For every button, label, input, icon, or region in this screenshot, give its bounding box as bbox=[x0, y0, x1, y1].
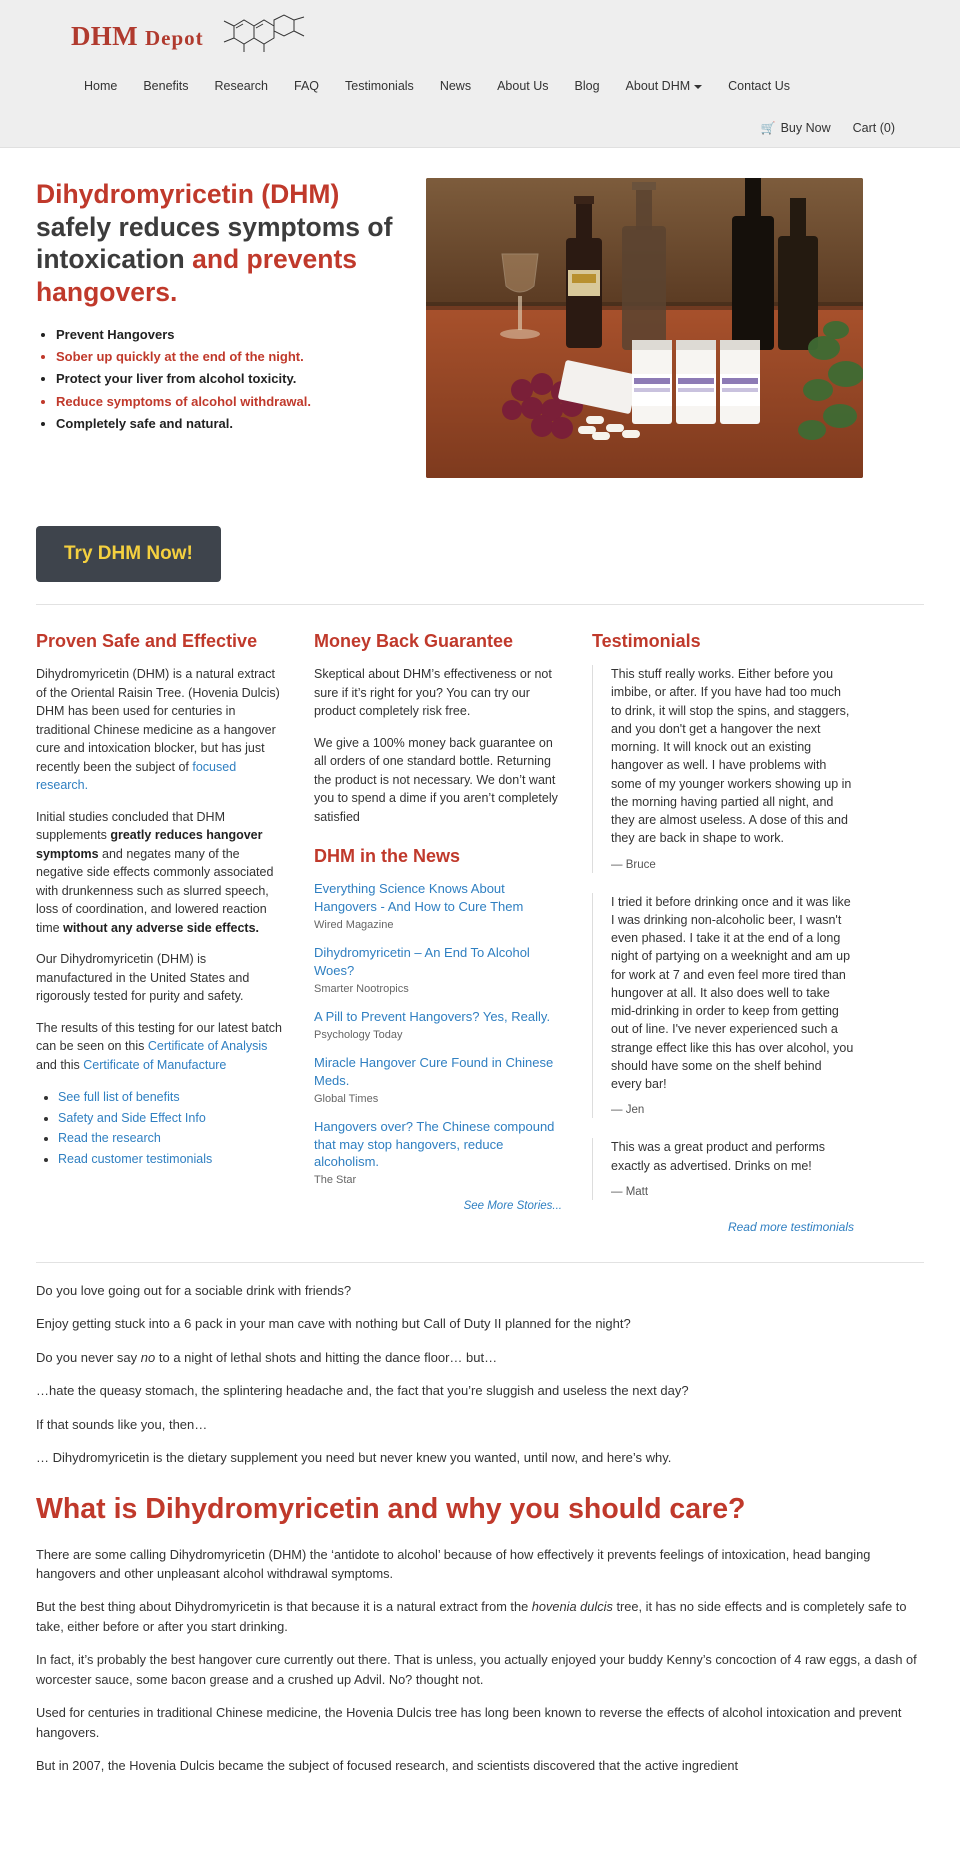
nav-item-research[interactable]: Research bbox=[214, 79, 269, 93]
cart-icon: 🛒 bbox=[760, 121, 776, 135]
lead-line-6: … Dihydromyricetin is the dietary supplement you need but never knew you wanted, until now, and here’s why. bbox=[36, 1450, 672, 1466]
page-title bbox=[36, 178, 400, 308]
buy-now-label: Buy Now bbox=[780, 121, 831, 135]
news-headline-4[interactable]: Miracle Hangover Cure Found in Chinese Meds. bbox=[314, 1054, 554, 1088]
proven-p2-bold-1: greatly reduces hangover symptoms bbox=[36, 828, 263, 861]
news-source-1: Wired Magazine bbox=[314, 918, 394, 931]
nav-item-benefits[interactable]: Benefits bbox=[143, 79, 189, 93]
list-item bbox=[314, 1008, 562, 1041]
list-item bbox=[314, 1054, 562, 1105]
list-item: • Protect your liver from alcohol toxicity. bbox=[56, 368, 400, 389]
hero-heading-mid: safely reduces symptoms of intoxication bbox=[36, 211, 393, 275]
chevron-down-icon bbox=[694, 85, 702, 89]
list-item: • Reduce symptoms of alcohol withdrawal. bbox=[56, 391, 400, 412]
hero-benefit-list bbox=[36, 324, 400, 433]
focused-research-link[interactable]: focused research. bbox=[36, 759, 237, 792]
hero-heading-accent-1: Dihydromyricetin (DHM) bbox=[36, 179, 340, 209]
nav-item-blog[interactable]: Blog bbox=[574, 79, 600, 93]
nav-item-faq[interactable]: FAQ bbox=[294, 79, 320, 93]
column-heading-proven: Proven Safe and Effective bbox=[36, 631, 258, 651]
certificate-of-analysis-link[interactable]: Certificate of Analysis bbox=[147, 1039, 268, 1053]
hero-heading-accent-2: and prevents hangovers. bbox=[36, 244, 358, 307]
proven-p1-text: Dihydromyricetin (DHM) is a natural extract of the Oriental Raisin Tree. (Hovenia Dulcis) DHM has been used for centuries in traditional Chinese medicine as a hangover cure and intoxication blocker, but has just recently been the subject of bbox=[36, 667, 280, 774]
proven-p2-a: Initial studies concluded that DHM supplements bbox=[36, 809, 225, 842]
lead-line-5: If that sounds like you, then… bbox=[36, 1416, 208, 1432]
list-item bbox=[314, 944, 562, 995]
news-source-2: Smarter Nootropics bbox=[314, 982, 409, 995]
proven-links-list bbox=[36, 1087, 284, 1170]
body-paragraph-4: Used for centuries in traditional Chinese medicine, the Hovenia Dulcis tree has long been known to reverse the effects of alcohol intoxication and prevent hangovers. bbox=[36, 1705, 902, 1740]
body-paragraph-3: In fact, it’s probably the best hangover cure currently out there. That is unless, you actually enjoyed your buddy Kenny’s concoction of 4 raw eggs, a dash of worcester sauce, some bacon grease and a crushed up Advil. No? thought not. bbox=[36, 1652, 917, 1687]
list-item bbox=[58, 1087, 284, 1108]
lead-line-1: Do you love going out for a sociable drink with friends? bbox=[36, 1282, 352, 1298]
see-more-stories-link[interactable]: See More Stories... bbox=[463, 1200, 562, 1213]
body-paragraph-2-italic: hovenia dulcis bbox=[531, 1599, 613, 1615]
proven-p2-c: and negates many of the negative side effects commonly associated with drunkenness such as slurred speech, loss of coordination, and lowered reaction time bbox=[36, 846, 274, 935]
brand-suffix: Depot bbox=[144, 26, 204, 50]
body-paragraph-2: But the best thing about Dihydromyricetin is that because it is a natural extract from the hovenia dulcis tree, it has no side effects and is completely safe to take, either before or after you start drinking. bbox=[36, 1599, 907, 1634]
proven-p4-a: The results of this testing for our latest batch can be seen on this bbox=[36, 1020, 282, 1053]
hero-section bbox=[0, 148, 960, 496]
proven-p2-bold-2: without any adverse side effects. bbox=[63, 920, 259, 935]
main-navigation[interactable] bbox=[35, 59, 925, 111]
news-source-3: Psychology Today bbox=[314, 1028, 403, 1041]
proven-paragraph-3: Our Dihydromyricetin (DHM) is manufactured in the United States and rigorously tested for purity and safety. bbox=[36, 952, 250, 1003]
testimonial-author-2: — Jen bbox=[611, 1104, 645, 1117]
nav-item-contact-us[interactable]: Contact Us bbox=[728, 79, 790, 93]
column-heading-testimonials: Testimonials bbox=[592, 631, 701, 651]
list-item bbox=[58, 1149, 284, 1170]
testimonial-quote-1: This stuff really works. Either before you imbibe, or after. If you have had too much to drink, it will stop the spins, and staggers, and you don't get a hangover the next morning. It will knock out an existing hangover as well. I have problems with some of my younger workers showing up in the morning having partied all night, and they are almost useless. A dose of this and they are back in shape to work. bbox=[611, 667, 852, 846]
try-dhm-now-button[interactable]: Try DHM Now! bbox=[36, 526, 221, 582]
brand-name: DHM bbox=[71, 21, 138, 51]
news-source-4: Global Times bbox=[314, 1092, 379, 1105]
certificate-of-manufacture-link[interactable]: Certificate of Manufacture bbox=[83, 1057, 227, 1072]
cta-wrapper bbox=[0, 496, 960, 582]
list-item: • Sober up quickly at the end of the night. bbox=[56, 346, 400, 367]
list-item: • Prevent Hangovers bbox=[56, 324, 400, 345]
body-paragraph-1: There are some calling Dihydromyricetin (DHM) the ‘antidote to alcohol’ because of how effectively it prevents feelings of intoxication, head banging hangovers and other unpleasant alcohol withdrawal symptoms. bbox=[36, 1546, 871, 1581]
list-item bbox=[314, 880, 562, 931]
news-headline-5[interactable]: Hangovers over? The Chinese compound that may stop hangovers, reduce alcoholism. bbox=[314, 1118, 555, 1170]
column-heading-guarantee: Money Back Guarantee bbox=[314, 631, 514, 651]
testimonial-quote-2: I tried it before drinking once and it was like I was drinking non-alcoholic beer, I wasn't even phased. I take it at the end of a long night of partying on a weeknight and am up for work at 7 and even feel more tired than hungover at all. It also does well to take mid-drinking in order to keep from getting out of line. I've never experienced such a strange effect like this has over alcohol, you should have some on the shelf behind every bar! bbox=[611, 894, 854, 1091]
link-full-benefits[interactable]: See full list of benefits bbox=[58, 1090, 180, 1104]
site-header bbox=[0, 0, 960, 148]
guarantee-paragraph-1: Skeptical about DHM’s effectiveness or not sure if it’s right for you? You can try our product completely risk free. bbox=[314, 667, 552, 718]
utility-bar bbox=[35, 111, 925, 147]
news-headline-3[interactable]: A Pill to Prevent Hangovers? Yes, Really. bbox=[314, 1008, 551, 1024]
molecule-logo-icon bbox=[212, 14, 308, 59]
testimonial-quote-3: This was a great product and performs exactly as advertised. Drinks on me! bbox=[611, 1140, 825, 1173]
column-guarantee-news bbox=[314, 631, 562, 1234]
column-testimonials bbox=[592, 631, 854, 1234]
lead-line-2: Enjoy getting stuck into a 6 pack in your man cave with nothing but Call of Duty II planned for the night? bbox=[36, 1316, 631, 1332]
section-heading-what-is-dhm: What is Dihydromyricetin and why you should care? bbox=[36, 1492, 746, 1525]
news-headline-1[interactable]: Everything Science Knows About Hangovers - And How to Cure Them bbox=[314, 881, 524, 914]
cart-link[interactable]: Cart (0) bbox=[852, 121, 895, 135]
guarantee-paragraph-2: We give a 100% money back guarantee on all orders of one standard bottle. Returning the product is not necessary. We don’t want you to spend a dime if you aren’t completely satisfied bbox=[314, 735, 558, 824]
nav-item-about-us[interactable]: About Us bbox=[497, 79, 549, 93]
link-safety-info[interactable]: Safety and Side Effect Info bbox=[58, 1110, 206, 1125]
testimonial-author-1: — Bruce bbox=[611, 858, 656, 871]
hero-right bbox=[426, 178, 863, 478]
lead-line-3-italic: no bbox=[140, 1349, 156, 1365]
main-body-section bbox=[0, 1492, 960, 1776]
brand-title bbox=[71, 21, 204, 52]
body-paragraph-5: But in 2007, the Hovenia Dulcis became the subject of focused research, and scientists discovered that the active ingredient bbox=[36, 1758, 739, 1774]
nav-item-home[interactable]: Home bbox=[84, 79, 118, 93]
nav-item-testimonials[interactable]: Testimonials bbox=[345, 79, 414, 93]
link-read-research[interactable]: Read the research bbox=[58, 1131, 161, 1146]
list-item bbox=[314, 1118, 562, 1187]
news-headline-2[interactable]: Dihydromyricetin – An End To Alcohol Woes? bbox=[314, 944, 530, 978]
news-source-5: The Star bbox=[314, 1174, 357, 1187]
proven-p4-b: and this bbox=[36, 1057, 84, 1072]
list-item bbox=[58, 1108, 284, 1129]
link-customer-testimonials[interactable]: Read customer testimonials bbox=[58, 1151, 213, 1166]
read-more-testimonials-link[interactable]: Read more testimonials bbox=[727, 1219, 854, 1234]
three-column-section bbox=[0, 605, 960, 1234]
hero-left bbox=[0, 178, 400, 435]
lead-line-4: …hate the queasy stomach, the splintering headache and, the fact that you’re sluggish and useless the next day? bbox=[36, 1383, 689, 1399]
proven-paragraph-1 bbox=[36, 665, 284, 795]
list-item: • Completely safe and natural. bbox=[56, 413, 400, 434]
brand[interactable] bbox=[35, 14, 925, 59]
buy-now-link[interactable] bbox=[761, 121, 831, 135]
testimonial-item bbox=[592, 893, 854, 1119]
column-proven-safe bbox=[36, 631, 284, 1234]
testimonial-item bbox=[592, 665, 854, 873]
nav-item-about-dhm-label: About DHM bbox=[625, 79, 691, 93]
testimonial-item bbox=[592, 1138, 854, 1200]
proven-paragraph-2 bbox=[36, 808, 284, 938]
list-item bbox=[58, 1128, 284, 1149]
testimonial-author-3: — Matt bbox=[611, 1185, 649, 1198]
lead-line-3: Do you never say no to a night of lethal shots and hitting the dance floor… but… bbox=[36, 1349, 498, 1365]
nav-item-news[interactable]: News bbox=[439, 79, 472, 93]
lead-copy-section bbox=[0, 1263, 960, 1468]
hero-product-image bbox=[426, 178, 863, 478]
column-heading-news: DHM in the News bbox=[314, 846, 461, 866]
proven-paragraph-4 bbox=[36, 1019, 284, 1075]
nav-item-about-dhm[interactable] bbox=[613, 75, 716, 97]
